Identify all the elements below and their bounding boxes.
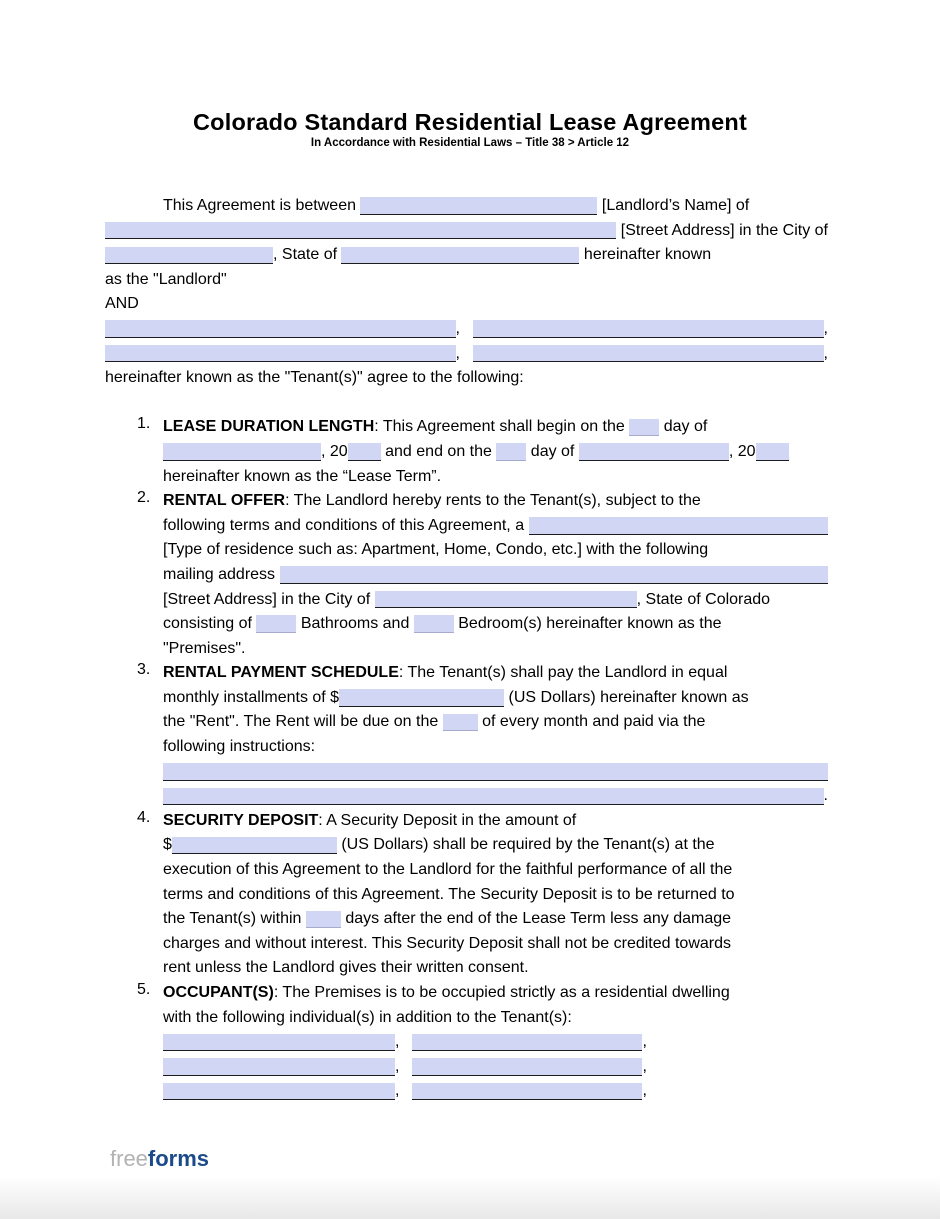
text-line [163, 784, 828, 809]
list-number: 5. [137, 981, 151, 998]
occupant-name-field[interactable] [163, 1083, 395, 1101]
text-run: [Street Address] in the City of [616, 221, 828, 239]
text-run: , State of Colorado [636, 590, 771, 608]
list-item-security-deposit [105, 809, 828, 981]
text-line [163, 735, 828, 760]
freeforms-logo [110, 1146, 209, 1172]
occupant-name-field[interactable] [412, 1058, 642, 1076]
monthly-rent-amount-field[interactable] [339, 689, 504, 707]
text-run: [Street Address] in the City of [163, 590, 375, 608]
text-line [163, 1055, 828, 1080]
text-line [163, 981, 828, 1006]
text-line [105, 366, 828, 391]
text-run: mailing address [163, 565, 280, 583]
text-run: days after the end of the Lease Term less any damage [340, 910, 732, 928]
text-line [105, 317, 828, 342]
premises-city-field[interactable] [375, 591, 637, 609]
text-line [163, 858, 828, 883]
occupant-name-field[interactable] [412, 1034, 642, 1052]
list-number: 3. [137, 661, 151, 679]
list-item-rental-offer [105, 489, 828, 661]
text-run: , [395, 1082, 400, 1100]
text-run: the "Rent". The Rent will be due on the [163, 713, 443, 731]
text-line [163, 1030, 828, 1055]
occupant-name-field[interactable] [163, 1034, 395, 1052]
text-line [163, 907, 828, 932]
landlord-city-field[interactable] [105, 247, 273, 265]
tenant-name-field[interactable] [473, 320, 824, 338]
lease-start-day-field[interactable] [629, 419, 659, 437]
text-line [163, 563, 828, 588]
lease-start-year-field[interactable] [348, 443, 381, 461]
text-run: $ [163, 836, 172, 854]
deposit-return-days-field[interactable] [306, 911, 341, 929]
section-heading: RENTAL PAYMENT SCHEDULE [163, 664, 399, 682]
section-heading: RENTAL OFFER [163, 492, 286, 510]
text-run: as the "Landlord" [105, 270, 227, 288]
payment-instructions-field[interactable] [163, 788, 824, 806]
text-line [105, 342, 828, 367]
lease-start-month-field[interactable] [163, 443, 321, 461]
tenant-name-field[interactable] [473, 345, 824, 363]
text-line [163, 415, 828, 440]
text-run: AND [105, 295, 139, 313]
list-item-occupants [105, 981, 828, 1104]
text-run: , [642, 1082, 647, 1100]
text-run: Bathrooms and [296, 615, 414, 633]
text-line [163, 588, 828, 613]
page-title: Colorado Standard Residential Lease Agreement [193, 109, 747, 135]
text-run: charges and without interest. This Security Deposit shall not be credited towards [163, 934, 731, 952]
text-run: : The Landlord hereby rents to the Tenant(s), subject to the [285, 492, 701, 510]
list-number: 4. [137, 808, 151, 826]
text-line [163, 1079, 828, 1104]
text-run: : A Security Deposit in the amount of [318, 811, 577, 829]
text-run: hereinafter known [579, 246, 712, 264]
page-subtitle: In Accordance with Residential Laws – Title 38 > Article 12 [310, 137, 630, 149]
section-heading: LEASE DURATION LENGTH [163, 418, 375, 436]
text-line [105, 243, 828, 268]
text-run: "Premises". [163, 639, 246, 657]
text-run: (US Dollars) shall be required by the Tenant(s) at the [336, 836, 715, 854]
text-run: , [395, 1057, 400, 1075]
text-line [163, 612, 828, 637]
text-line [105, 194, 828, 219]
text-run: following terms and conditions of this Agreement, a [163, 516, 529, 534]
text-run: day of [659, 418, 708, 436]
text-line [163, 809, 828, 834]
text-run: , 20 [728, 442, 756, 460]
logo-text-free: free [110, 1146, 148, 1171]
text-line [105, 268, 828, 293]
bathrooms-count-field[interactable] [256, 615, 296, 633]
text-run: , [455, 344, 460, 362]
landlord-name-field[interactable] [360, 197, 597, 215]
text-run: and end on the [380, 442, 497, 460]
logo-text-forms: forms [147, 1146, 210, 1171]
lease-end-year-field[interactable] [756, 443, 789, 461]
text-run: Bedroom(s) hereinafter known as the [453, 615, 722, 633]
lease-end-day-field[interactable] [496, 443, 526, 461]
text-line [163, 710, 828, 735]
text-line [163, 661, 828, 686]
text-run: , [642, 1057, 647, 1075]
text-run: , [395, 1033, 400, 1051]
page-edge-shadow [0, 1177, 940, 1219]
text-run: execution of this Agreement to the Landlord for the faithful performance of all the [163, 861, 733, 879]
text-line [163, 686, 828, 711]
premises-mailing-address-field[interactable] [280, 566, 829, 584]
lease-end-month-field[interactable] [579, 443, 729, 461]
text-run: . [823, 787, 828, 805]
text-run: terms and conditions of this Agreement. The Security Deposit is to be returned to [163, 885, 735, 903]
text-line [105, 219, 828, 244]
payment-instructions-field[interactable] [163, 763, 828, 781]
text-line [163, 465, 828, 490]
text-run: hereinafter known as the “Lease Term”. [163, 467, 442, 485]
security-deposit-amount-field[interactable] [172, 837, 337, 855]
landlord-state-field[interactable] [341, 247, 579, 265]
text-run: with the following individual(s) in addition to the Tenant(s): [163, 1008, 572, 1026]
section-heading: OCCUPANT(S) [163, 984, 274, 1001]
text-run: day of [526, 442, 579, 460]
text-run: [Type of residence such as: Apartment, Home, Condo, etc.] with the following [163, 541, 709, 559]
text-run: monthly installments of $ [163, 688, 340, 706]
text-run: : The Tenant(s) shall pay the Landlord in equal [398, 664, 728, 682]
text-line [163, 440, 828, 465]
text-line [105, 292, 828, 317]
text-line [163, 883, 828, 908]
list-item-lease-duration [105, 415, 828, 489]
bedrooms-count-field[interactable] [414, 615, 454, 633]
list-item-rental-payment-schedule [105, 661, 828, 809]
document-body [105, 194, 828, 1104]
title-block [0, 0, 940, 151]
text-line [163, 932, 828, 957]
text-run: , [823, 319, 828, 337]
text-run: [Landlord’s Name] of [597, 197, 750, 214]
list-number: 1. [137, 415, 151, 433]
text-line [163, 538, 828, 563]
text-run: of every month and paid via the [477, 713, 706, 731]
text-run: hereinafter known as the "Tenant(s)" agree to the following: [105, 369, 524, 387]
text-line [163, 637, 828, 662]
text-run: rent unless the Landlord gives their written consent. [163, 959, 529, 977]
text-line [163, 956, 828, 981]
text-run: , [823, 344, 828, 362]
text-line [163, 514, 828, 539]
text-line [163, 760, 828, 785]
landlord-street-address-field[interactable] [105, 222, 616, 240]
rent-due-day-field[interactable] [443, 714, 478, 732]
occupant-name-field[interactable] [163, 1058, 395, 1076]
text-run: following instructions: [163, 738, 316, 756]
text-run: , [455, 319, 460, 337]
text-run: , [642, 1033, 647, 1051]
text-run: : This Agreement shall begin on the [374, 418, 630, 436]
text-run: (US Dollars) hereinafter known as [504, 688, 749, 706]
text-run: This Agreement is between [163, 197, 361, 214]
section-heading: SECURITY DEPOSIT [163, 811, 319, 829]
tenant-name-field[interactable] [105, 345, 456, 363]
text-line [163, 1006, 828, 1031]
occupant-name-field[interactable] [412, 1083, 642, 1101]
text-run: consisting of [163, 615, 257, 633]
text-line [163, 489, 828, 514]
text-run: , 20 [321, 442, 348, 460]
text-run: the Tenant(s) within [163, 910, 306, 928]
text-run: : The Premises is to be occupied strictly as a residential dwelling [273, 984, 730, 1001]
paragraph-gap [105, 391, 828, 416]
text-run: , State of [273, 246, 342, 264]
list-number: 2. [137, 489, 151, 507]
tenant-name-field[interactable] [105, 320, 456, 338]
text-line [163, 833, 828, 858]
residence-type-field[interactable] [529, 517, 828, 535]
